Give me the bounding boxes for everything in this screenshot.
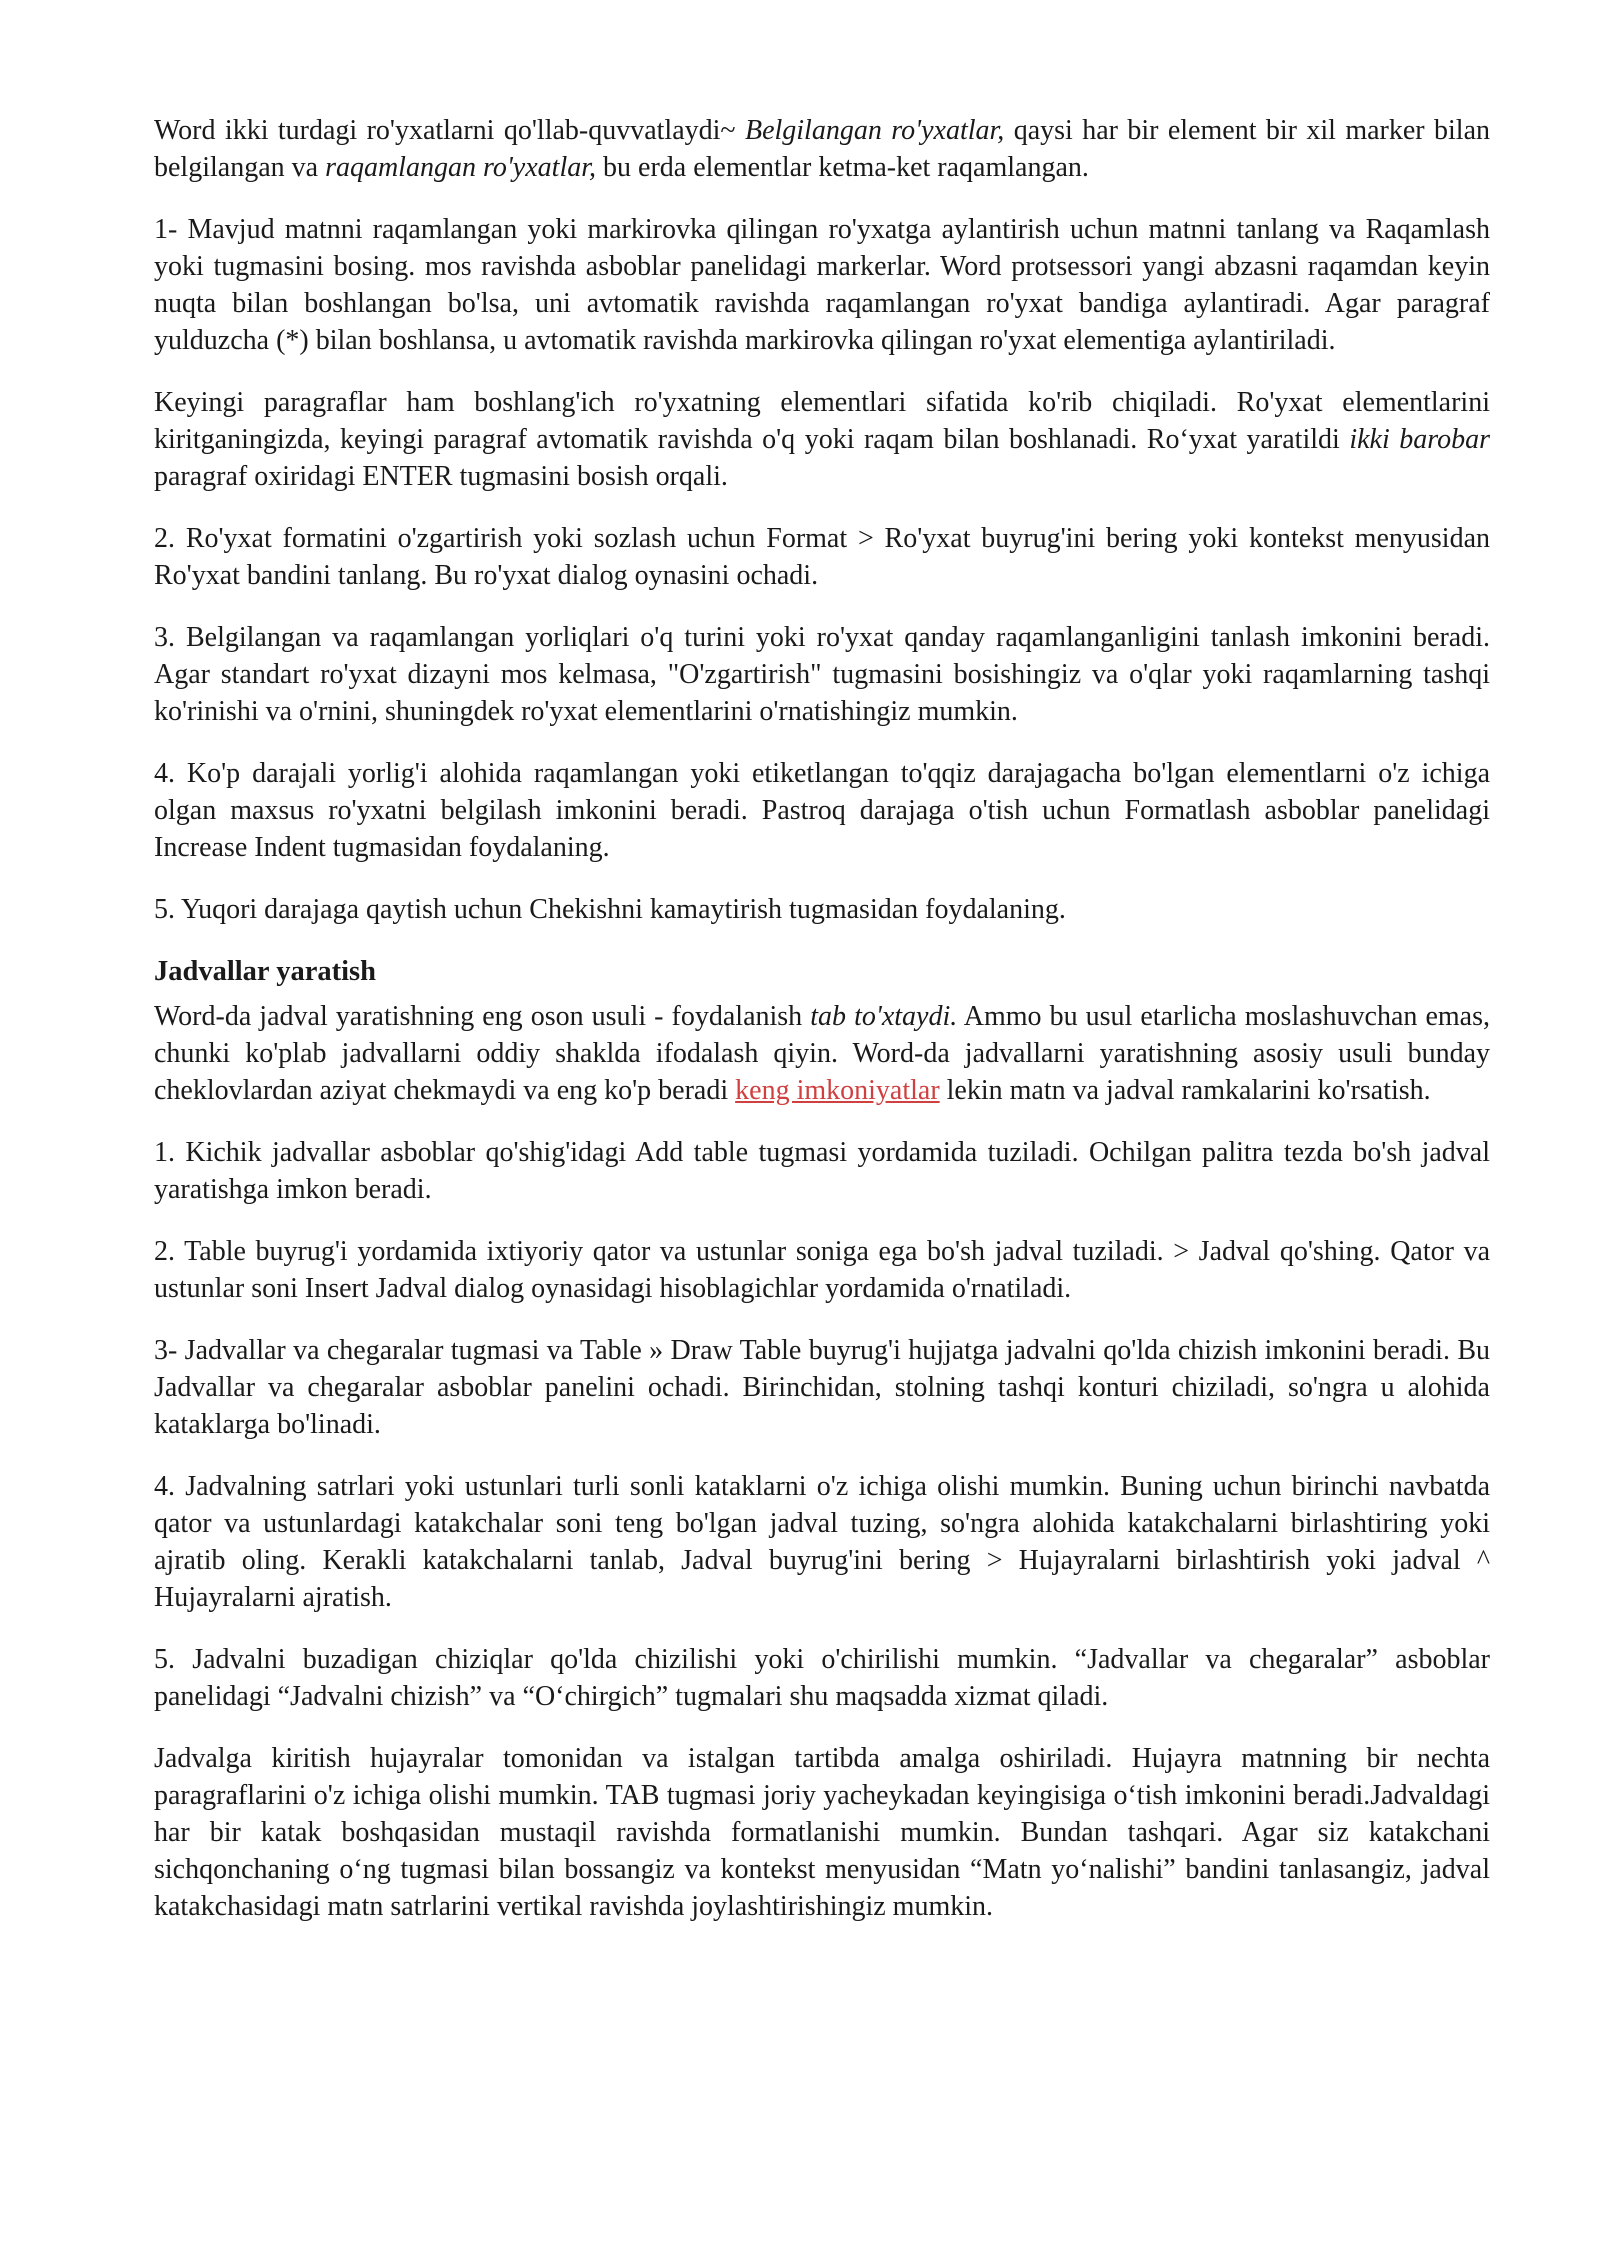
italic-term-twice: ikki barobar [1349, 424, 1490, 455]
text-run: Keyingi paragraflar ham boshlang'ich ro'yxatning elementlari sifatida ko'rib chiqiladi. Ro'yxat elementlarini kiritganingizda, keyingi paragraf avtomatik ravishda o'q yoki raqam bilan boshlanadi. Ro‘yxat yaratildi [154, 387, 1490, 455]
paragraph-tables-intro [154, 998, 1490, 1109]
section-heading-tables: Jadvallar yaratish [154, 956, 376, 987]
document-page [154, 112, 1490, 1950]
text-run: Word-da jadval yaratishning eng oson usuli - foydalanish [154, 1001, 811, 1032]
paragraph-decrease-indent: 5. Yuqori darajaga qaytish uchun Chekishni kamaytirish tugmasidan foydalaning. [154, 894, 1066, 925]
paragraph-cell-input: Jadvalga kiritish hujayralar tomonidan va istalgan tartibda amalga oshiriladi. Hujayra matnning bir nechta paragraflarini o'z ichiga olishi mumkin. TAB tugmasi joriy yacheykadan keyingisiga o‘tish imkonini beradi.Jadvaldagi har bir katak boshqasidan mustaqil ravishda formatlanishi mumkin. Bundan tashqari. Agar siz katakchani sichqonchaning o‘ng tugmasi bilan bossangiz va kontekst menyusidan “Matn yo‘nalishi” bandini tanlasangiz, jadval katakchasidagi matn satrlarini vertikal ravishda joylashtirishingiz mumkin. [154, 1743, 1490, 1922]
paragraph-multilevel: 4. Ko'p darajali yorlig'i alohida raqamlangan yoki etiketlangan to'qqiz darajagacha bo'lgan elementlarni o'z ichiga olgan maxsus ro'yxatni belgilash imkonini beradi. Pastroq darajaga o'tish uchun Formatlash asboblar panelidagi Increase Indent tugmasidan foydalaning. [154, 758, 1490, 863]
text-run: Word ikki turdagi ro'yxatlarni qo'llab-quvvatlaydi~ [154, 115, 745, 146]
link-keng-imkoniyatlar[interactable]: keng imkoniyatlar [735, 1075, 940, 1106]
paragraph-list-types [154, 112, 1490, 186]
text-run: bu erda elementlar ketma-ket raqamlangan. [596, 152, 1089, 183]
text-run: qaysi har bir element bir xil marker bilan belgilangan va [154, 115, 1491, 183]
paragraph-convert-to-list: 1- Mavjud matnni raqamlangan yoki markirovka qilingan ro'yxatga aylantirish uchun matnni tanlang va Raqamlash yoki tugmasini bosing. mos ravishda asboblar panelidagi markerlar. Word protsessori yangi abzasni raqamdan keyin nuqta bilan boshlangan bo'lsa, uni avtomatik ravishda raqamlangan ro'yxat bandiga aylantiradi. Agar paragraf yulduzcha (*) bilan boshlansa, u avtomatik ravishda markirovka qilingan ro'yxat elementiga aylantiriladi. [154, 214, 1490, 356]
text-run: Ammo bu usul etarlicha moslashuvchan emas, chunki ko'plab jadvallarni oddiy shaklda ifodalash qiyin. Word-da jadvallarni yaratishning asosiy usuli bunday cheklovlardan aziyat chekmaydi va eng ko'p beradi [154, 1001, 1490, 1106]
paragraph-merge-split-cells: 4. Jadvalning satrlari yoki ustunlari turli sonli kataklarni o'z ichiga olishi mumkin. Buning uchun birinchi navbatda qator va ustunlardagi katakchalar soni teng bo'lgan jadval tuzing, so'ngra alohida katakchalarni birlashtiring yoki ajratib oling. Kerakli katakchalarni tanlab, Jadval buyrug'ini bering > Hujayralarni birlashtirish yoki jadval ^ Hujayralarni ajratish. [154, 1471, 1490, 1613]
text-run: paragraf oxiridagi ENTER tugmasini bosish orqali. [154, 461, 728, 492]
paragraph-draw-table: 3- Jadvallar va chegaralar tugmasi va Table » Draw Table buyrug'i hujjatga jadvalni qo'lda chizish imkonini beradi. Bu Jadvallar va chegaralar asboblar panelini ochadi. Birinchidan, stolning tashqi konturi chiziladi, so'ngra u alohida kataklarga bo'linadi. [154, 1335, 1490, 1440]
paragraph-next-paragraphs [154, 384, 1490, 495]
paragraph-table-command: 2. Table buyrug'i yordamida ixtiyoriy qator va ustunlar soniga ega bo'sh jadval tuziladi. > Jadval qo'shing. Qator va ustunlar soni Insert Jadval dialog oynasidagi hisoblagichlar yordamida o'rnatiladi. [154, 1236, 1490, 1304]
paragraph-draw-erase-lines: 5. Jadvalni buzadigan chiziqlar qo'lda chizilishi yoki o'chirilishi mumkin. “Jadvallar va chegaralar” asboblar panelidagi “Jadvalni chizish” va “O‘chirgich” tugmalari shu maqsadda xizmat qiladi. [154, 1644, 1490, 1712]
italic-term-bulleted-lists: Belgilangan ro'yxatlar, [744, 115, 1005, 146]
text-run: lekin matn va jadval ramkalarini ko'rsatish. [939, 1075, 1431, 1106]
paragraph-list-format: 2. Ro'yxat formatini o'zgartirish yoki sozlash uchun Format > Ro'yxat buyrug'ini bering yoki kontekst menyusidan Ro'yxat bandini tanlang. Bu ro'yxat dialog oynasini ochadi. [154, 523, 1490, 591]
paragraph-add-table: 1. Kichik jadvallar asboblar qo'shig'idagi Add table tugmasi yordamida tuziladi. Ochilgan palitra tezda bo'sh jadval yaratishga imkon beradi. [154, 1137, 1490, 1205]
italic-term-numbered-lists: raqamlangan ro'yxatlar, [325, 152, 597, 183]
paragraph-bulleted-numbered-tabs: 3. Belgilangan va raqamlangan yorliqlari o'q turini yoki ro'yxat qanday raqamlanganligini tanlash imkonini beradi. Agar standart ro'yxat dizayni mos kelmasa, "O'zgartirish" tugmasini bosishingiz va o'qlar yoki raqamlarning tashqi ko'rinishi va o'rnini, shuningdek ro'yxat elementlarini o'rnatishingiz mumkin. [154, 622, 1490, 727]
italic-term-tab-stops: tab to'xtaydi. [810, 1001, 958, 1032]
